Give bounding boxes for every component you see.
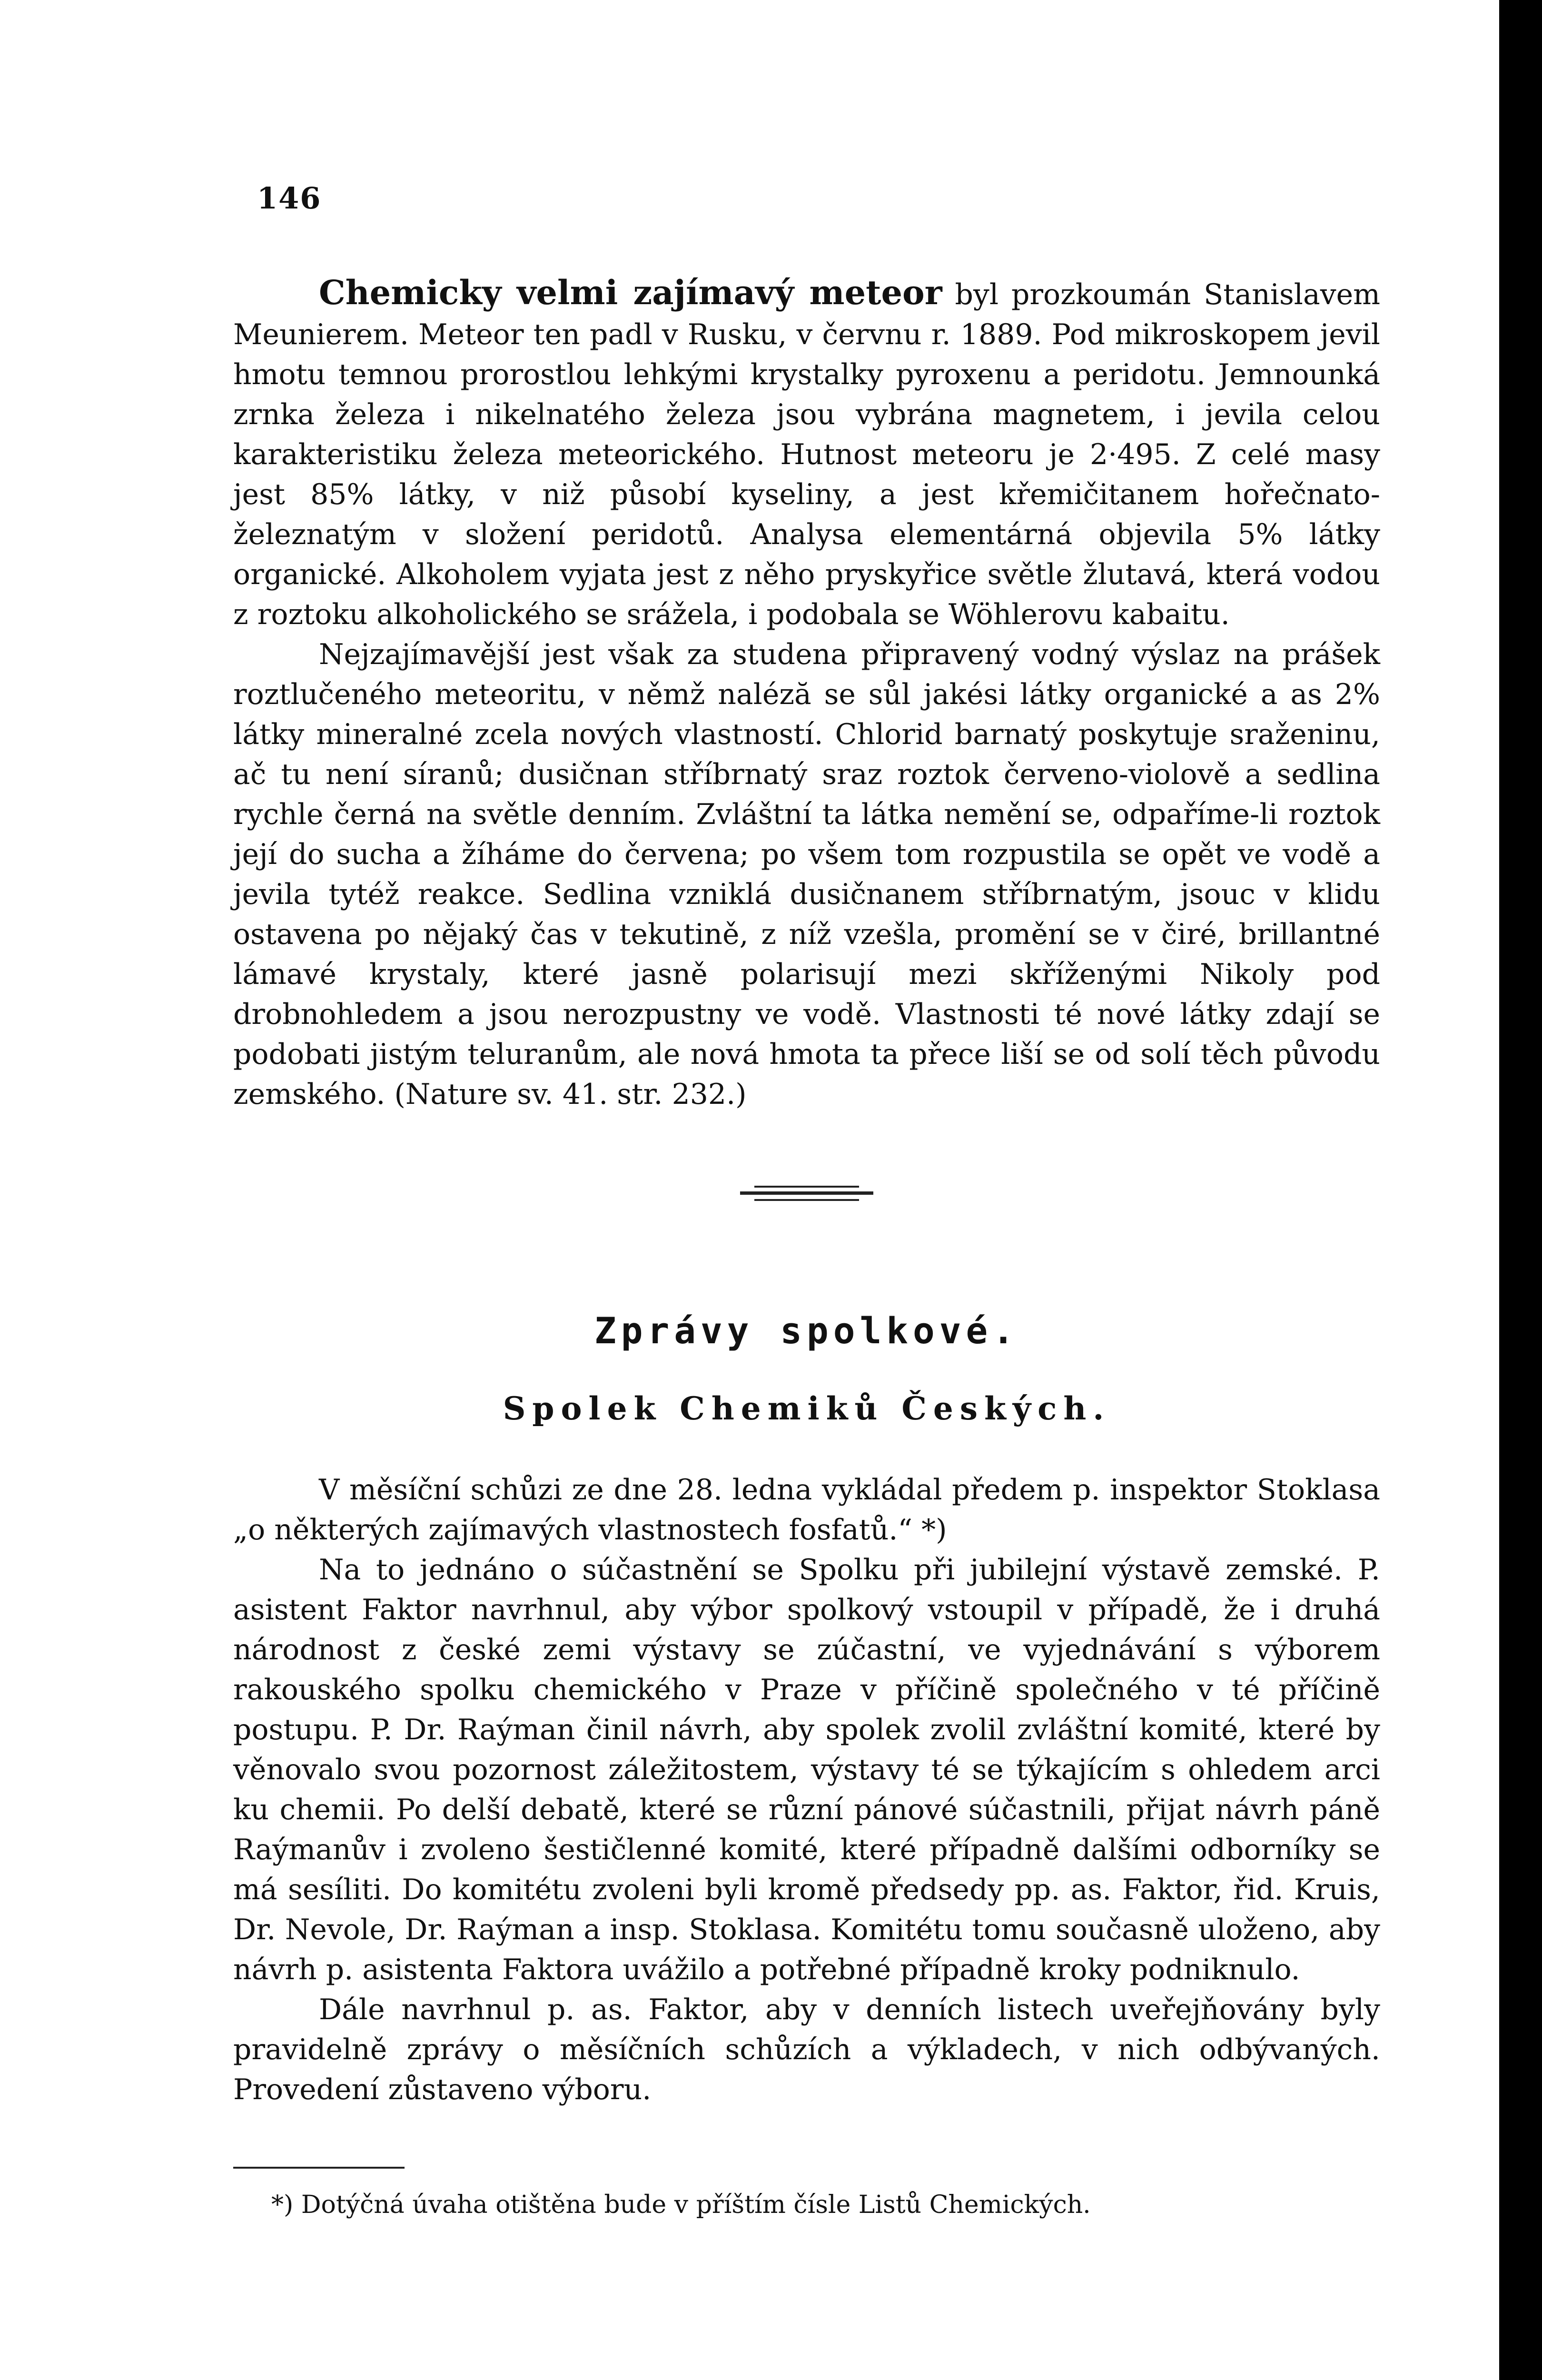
footnote-rule	[233, 2167, 405, 2169]
book-page	[233, 181, 1380, 2222]
meteor-paragraph-1	[233, 273, 1380, 635]
society-paragraph-3: Dále navrhnul p. as. Faktor, aby v denních listech uveřejňovány byly pravidelně zprávy o měsíčních schůzích a výkladech, v nich odbývaných. Provedení zůstaveno výboru.	[233, 1993, 1380, 2106]
section-title: Zprávy spolkové.	[594, 1309, 1019, 1352]
meteor-paragraph-2: Nejzajímavější jest však za studena připravený vodný výslaz na prášek roztlučeného meteoritu, v němž naléză se sůl jakési látky organické a as 2% látky mineralné zcela nových vlastností. Chlorid barnatý poskytuje sraženinu, ač tu není síranů; dusičnan stříbrnatý sraz roztok červeno-violově a sedlina rychle černá na světle denním. Zvláštní ta látka nemění se, odpaříme-li roztok její do sucha a žíháme do červena; po všem tom rozpustila se opět ve vodě a jevila tytéž reakce. Sedlina vzniklá dusičnanem stříbrnatým, jsouc v klidu ostavena po nějaký čas v tekutině, z níž vzešla, promění se v čiré, brillantné lámavé krystaly, které jasně polarisují mezi skříženými Nikoly pod drobnohledem a jsou nerozpustny ve vodě. Vlastnosti té nové látky zdají se podobati jistým teluranům, ale nová hmota ta přece liší se od solí těch původu zemského. (Nature sv. 41. str. 232.)	[233, 638, 1380, 1111]
footnote: *) Dotýčná úvaha otištěna bude v příštím čísle Listů Chemických.	[271, 2191, 1091, 2219]
page-number: 146	[257, 181, 322, 216]
society-paragraph-1: V měsíční schůzi ze dne 28. ledna vykládal předem p. inspektor Stoklasa „o některých zajímavých vlastnostech fosfatů.“ *)	[233, 1473, 1380, 1547]
section-divider	[740, 1186, 873, 1205]
meteor-text-1: byl prozkoumán Stanislavem Meunierem. Meteor ten padl v Rusku, v červnu r. 1889. Pod mikroskopem jevil hmotu temnou prorostlou lehkými krystalky pyroxenu a peridotu. Jemnounká zrnka železa i nikelnatého železa jsou vybrána magnetem, i jevila celou karakteristiku železa meteorického. Hutnost meteoru je 2·495. Z celé masy jest 85% látky, v niž působí kyseliny, a jest křemičitanem hořečnato-železnatým v složení peridotů. Analysa elementárná objevila 5% látky organické. Alkoholem vyjata jest z něho pryskyřice světle žlutavá, která vodou z roztoku alkoholického se srážela, i podobala se Wöhlerovu kabaitu.	[233, 278, 1381, 631]
society-paragraph-2: Na to jednáno o súčastnění se Spolku při jubilejní výstavě zemské. P. asistent Faktor navrhnul, aby výbor spolkový vstoupil v případě, že i druhá národnost z české zemi výstavy se zúčastní, ve vyjednávání s výborem rakouského spolku chemického v Praze v příčině společného v té příčině postupu. P. Dr. Raýman činil návrh, aby spolek zvolil zvláštní komité, které by věnovalo svou pozornost záležitostem, výstavy té se týkajícím s ohledem arci ku chemii. Po delší debatě, které se různí pánové súčastnili, přijat návrh páně Raýmanův i zvoleno šestičlenné komité, které případně dalšími odborníky se má sesíliti. Do komitétu zvoleni byli kromě předsedy pp. as. Faktor, řid. Kruis, Dr. Nevole, Dr. Raýman a insp. Stoklasa. Komitétu tomu současně uloženo, aby návrh p. asistenta Faktora uvážilo a potřebné případně kroky podniknulo.	[233, 1553, 1380, 1986]
society-title: Spolek Chemiků Českých.	[503, 1390, 1111, 1427]
scan-edge	[1499, 0, 1542, 2380]
article-title: Chemicky velmi zajímavý meteor	[319, 273, 942, 312]
